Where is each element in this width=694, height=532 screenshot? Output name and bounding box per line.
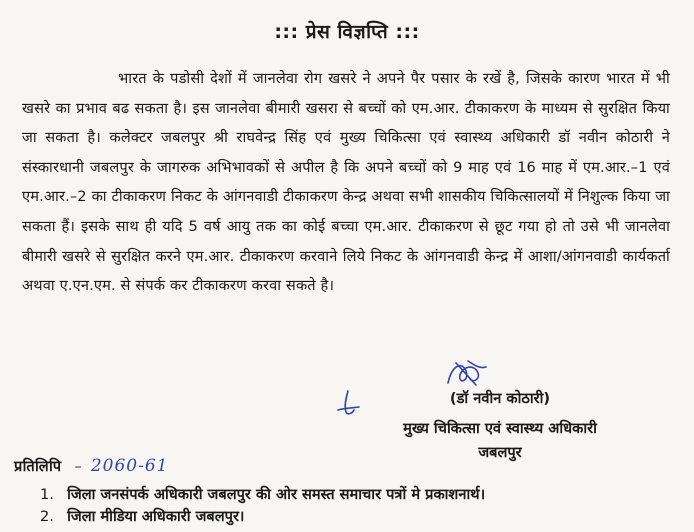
handwritten-number: 2060-61 (90, 456, 169, 476)
signatory-name: (डॉ नवीन कोठारी) (449, 390, 551, 407)
list-item (40, 506, 485, 528)
copy-label: प्रतिलिपि (14, 458, 62, 475)
body-paragraph: भारत के पडोसी देशों में जानलेवा रोग खसरे ने अपने पैर पसार के रखें है, जिसके कारण भारत में भी खसरे का प्रभाव बढ सकता है। इस जानलेवा बीमारी खसरा से बच्चों को एम.आर. टीकाकरण के माध्यम से सुरक्षित किया जा सकता है। कलेक्टर जबलपुर श्री राघवेन्द्र सिंह एवं मुख्य चिकित्सा एवं स्वास्थ्य अधिकारी डॉ नवीन कोठारी ने संस्कारधानी जबलपुर के जागरुक अभिभावकों से अपील है कि अपने बच्चों को 9 माह एवं 16 माह में एम.आर.–1 एवं एम.आर.–2 का टीकाकरण निकट के आंगनवाडी टीकाकरण केन्द्र अथवा सभी शासकीय चिकित्सालयों में निशुल्क किया जा सकता हैं। इसके साथ ही यदि 5 वर्ष आयु तक का कोई बच्चा एम.आर. टीकाकरण से छूट गया हो तो उसे भी जानलेवा बीमारी खसरे से सुरक्षित करने एम.आर. टीकाकरण करवाने लिये निकट के आंगनवाडी केन्द्र में आशा/आंगनवाडी कार्यकर्ता अथवा ए.एन.एम. से संपर्क कर टीकाकरण करवा सकते है। (22, 70, 670, 295)
copy-line (14, 456, 168, 476)
distribution-list (40, 484, 485, 528)
list-item-number: 2. (40, 508, 54, 525)
list-item-number: 1. (40, 486, 54, 503)
copy-dash: – (74, 458, 82, 475)
list-item-text: जिला जनसंपर्क अधिकारी जबलपुर की ओर समस्त समाचार पत्रों मे प्रकाशनार्थ। (67, 486, 486, 503)
list-item-text: जिला मीडिया अधिकारी जबलपुर। (67, 508, 245, 525)
signatory-city: जबलपुर (478, 444, 522, 461)
document-heading: ::: प्रेस विज्ञप्ति ::: (274, 21, 420, 43)
signatory-title: मुख्य चिकित्सा एवं स्वास्थ्य अधिकारी (403, 420, 597, 437)
list-item (40, 484, 485, 506)
